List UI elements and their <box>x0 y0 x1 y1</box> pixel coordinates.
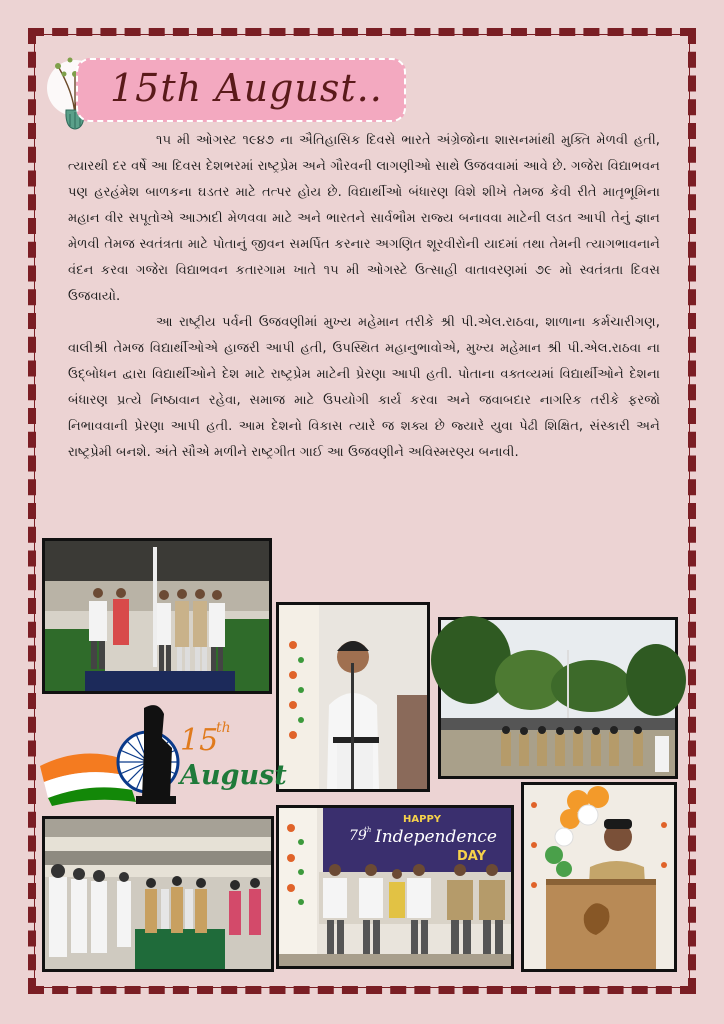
banner-number: 79 <box>349 828 367 844</box>
article-body <box>68 128 660 466</box>
logo-word: August <box>180 760 287 791</box>
photo-school-corridor-procession <box>42 816 274 972</box>
independence-day-logo <box>40 698 287 806</box>
photo-guests-independence-banner <box>276 805 514 969</box>
photo-flag-hoisting-group <box>42 538 272 694</box>
paragraph-1: ૧૫ મી ઓગસ્ટ ૧૯૪૭ ના ઐતિહાસિક દિવસે ભારતે અંગ્રેજોના શાસનમાંથી મુક્તિ મેળવી હતી, ત્યારથી દર વર્ષે આ દિવસ દેશભરમાં રાષ્ટ્રપ્રેમ અને ગૌરવની લાગણીઓ સાથે ઉજવવામાં આવે છે. ગજેરા વિદ્યાભવન પણ હરહંમેશ બાળકના ઘડતર માટે તત્પર હોય છે. વિદ્યાર્થીઓ બંધારણ વિશે શીખે તેમજ કેવી રીતે માતૃભૂમિના મહાન વીર સપૂતોએ આઝાદી મેળવવા માટે અને ભારતને સાર્વભૌમ રાજ્ય બનાવવા માટેની લડત આપી તેનું જ્ઞાન મેળવી તેમજ સ્વતંત્રતા માટે પોતાનું જીવન સમર્પિત કરનાર અગણિત શૂરવીરોની યાદમાં તથા તેમની ત્યાગભાવનાને વંદન કરવા ગજેરા વિદ્યાભવન કતારગામ ખાતે ૧૫ મી ઓગસ્ટે ઉત્સાહી વાતાવરણમાં ૭૯ મો સ્વતંત્રતા દિવસ ઉજવાયો. <box>68 133 660 304</box>
photo-outdoor-parade <box>438 617 678 779</box>
banner-independence: Independence <box>375 827 497 847</box>
photo-speaker-at-microphone <box>276 602 430 792</box>
photo-officer-at-podium <box>521 782 677 972</box>
banner-happy: HAPPY <box>403 814 442 825</box>
banner-day: DAY <box>457 849 487 864</box>
page-title: 15th August.. <box>110 66 383 110</box>
logo-suffix: th <box>216 720 231 736</box>
paragraph-2: આ રાષ્ટ્રીય પર્વની ઉજવણીમાં મુખ્ય મહેમાન તરીકે શ્રી પી.એલ.રાઠવા, શાળાના કર્મચારીગણ, વાલીશ્રી તેમજ વિદ્યાર્થીઓએ હાજરી આપી હતી, ઉપસ્થિત મહાનુભાવોએ, મુખ્ય મહેમાન શ્રી પી.એલ.રાઠવા ના ઉદ્બોધન દ્વારા વિદ્યાર્થીઓને દેશ માટે રાષ્ટ્રપ્રેમ માટેની પ્રેરણા આપી હતી. પોતાના વક્તવ્યમાં વિદ્યાર્થીઓને દેશના બંધારણ પ્રત્યે નિષ્ઠાવાન રહેવા, સમાજ માટે ઉપયોગી કાર્ય કરવા અને જવાબદાર નાગરિક તરીકે ફરજો નિભાવવાની પ્રેરણા આપી હતી. આમ દેશનો વિકાસ ત્યારે જ શક્ય છે જ્યારે યુવા પેઢી શિક્ષિત, સંસ્કારી અને રાષ્ટ્રપ્રેમી બનશે. અંતે સૌએ મળીને રાષ્ટ્રગીત ગાઈ આ ઉજવણીને અવિસ્મરણ્ય બનાવી. <box>68 315 660 460</box>
banner-number-suffix: th <box>364 826 372 834</box>
logo-number: 15 <box>180 723 219 758</box>
